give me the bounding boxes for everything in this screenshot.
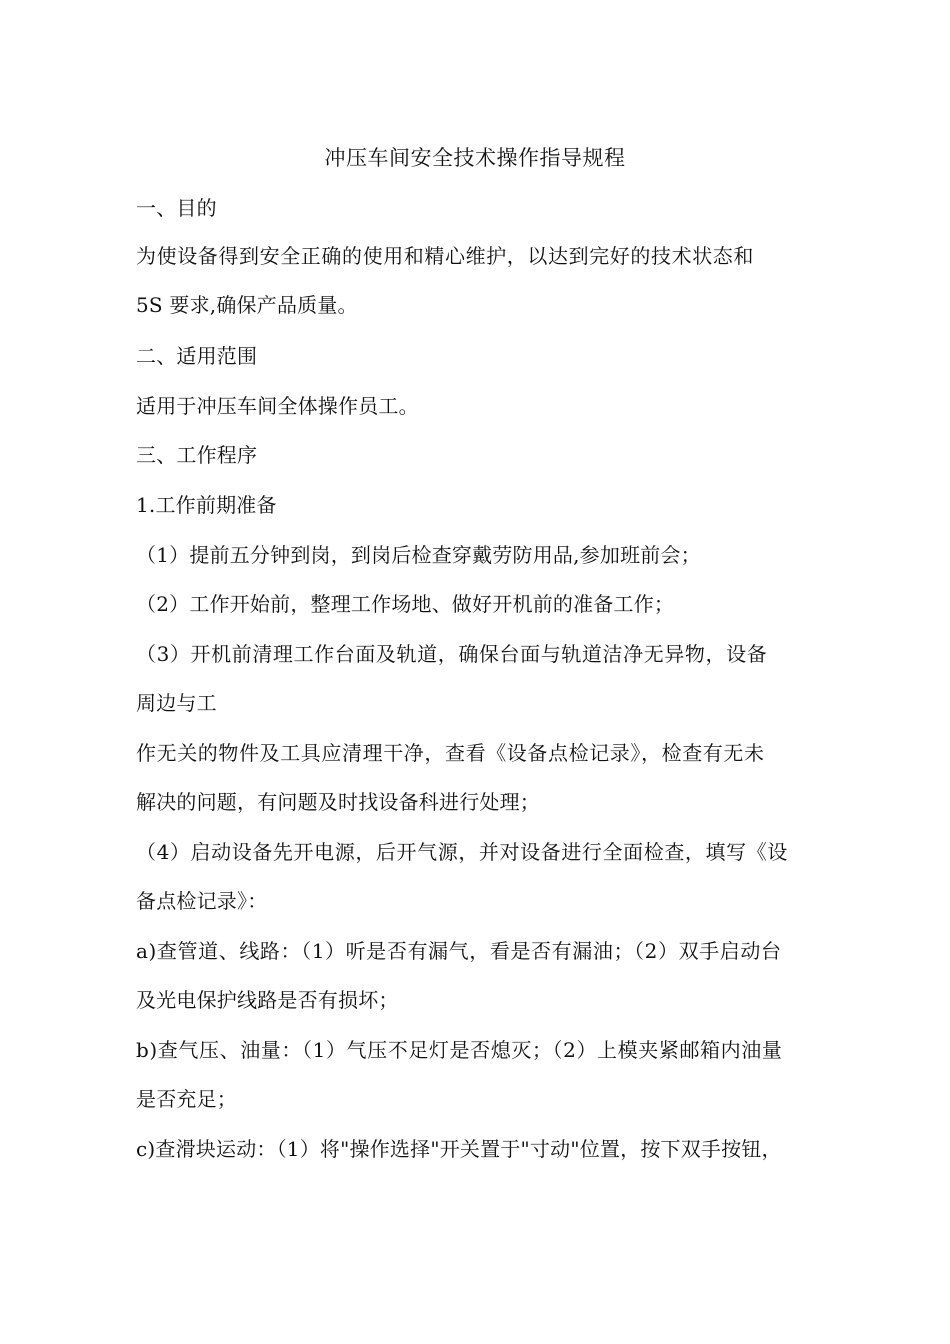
check-item: a)查管道、线路：（1）听是否有漏气，看是否有漏油；（2）双手启动台 <box>136 939 782 963</box>
check-item-continued: 及光电保护线路是否有损坏； <box>136 988 399 1012</box>
paragraph-line: 为使设备得到安全正确的使用和精心维护，以达到完好的技术状态和 <box>136 244 754 268</box>
list-item: （1）提前五分钟到岗，到岗后检查穿戴劳防用品,参加班前会； <box>136 543 701 567</box>
paragraph-line: 作无关的物件及工具应清理干净，查看《设备点检记录》，检查有无未 <box>136 741 765 765</box>
list-item: （2）工作开始前，整理工作场地、做好开机前的准备工作； <box>136 592 675 616</box>
check-item: b)查气压、油量：（1）气压不足灯是否熄灭；（2）上模夹紧邮箱内油量 <box>136 1038 783 1062</box>
subsection-heading: 1.工作前期准备 <box>136 493 277 517</box>
paragraph-line: 适用于冲压车间全体操作员工。 <box>136 394 419 418</box>
section-heading-purpose: 一、目的 <box>136 196 217 220</box>
section-heading-scope: 二、适用范围 <box>136 344 258 368</box>
section-heading-procedure: 三、工作程序 <box>136 443 258 467</box>
list-item-continued: 备点检记录》： <box>136 889 268 913</box>
document-title: 冲压车间安全技术操作指导规程 <box>324 146 626 170</box>
paragraph-line: 5S 要求,确保产品质量。 <box>136 293 358 317</box>
list-item: （3）开机前清理工作台面及轨道，确保台面与轨道洁净无异物，设备 <box>136 642 768 666</box>
list-item-continued: 周边与工 <box>136 691 217 715</box>
check-item-continued: 是否充足； <box>136 1087 237 1111</box>
paragraph-line: 解决的问题，有问题及时找设备科进行处理； <box>136 790 540 814</box>
list-item: （4）启动设备先开电源，后开气源，并对设备进行全面检查，填写《设 <box>136 840 788 864</box>
check-item: c)查滑块运动：（1）将"操作选择"开关置于"寸动"位置，按下双手按钮， <box>136 1137 782 1161</box>
